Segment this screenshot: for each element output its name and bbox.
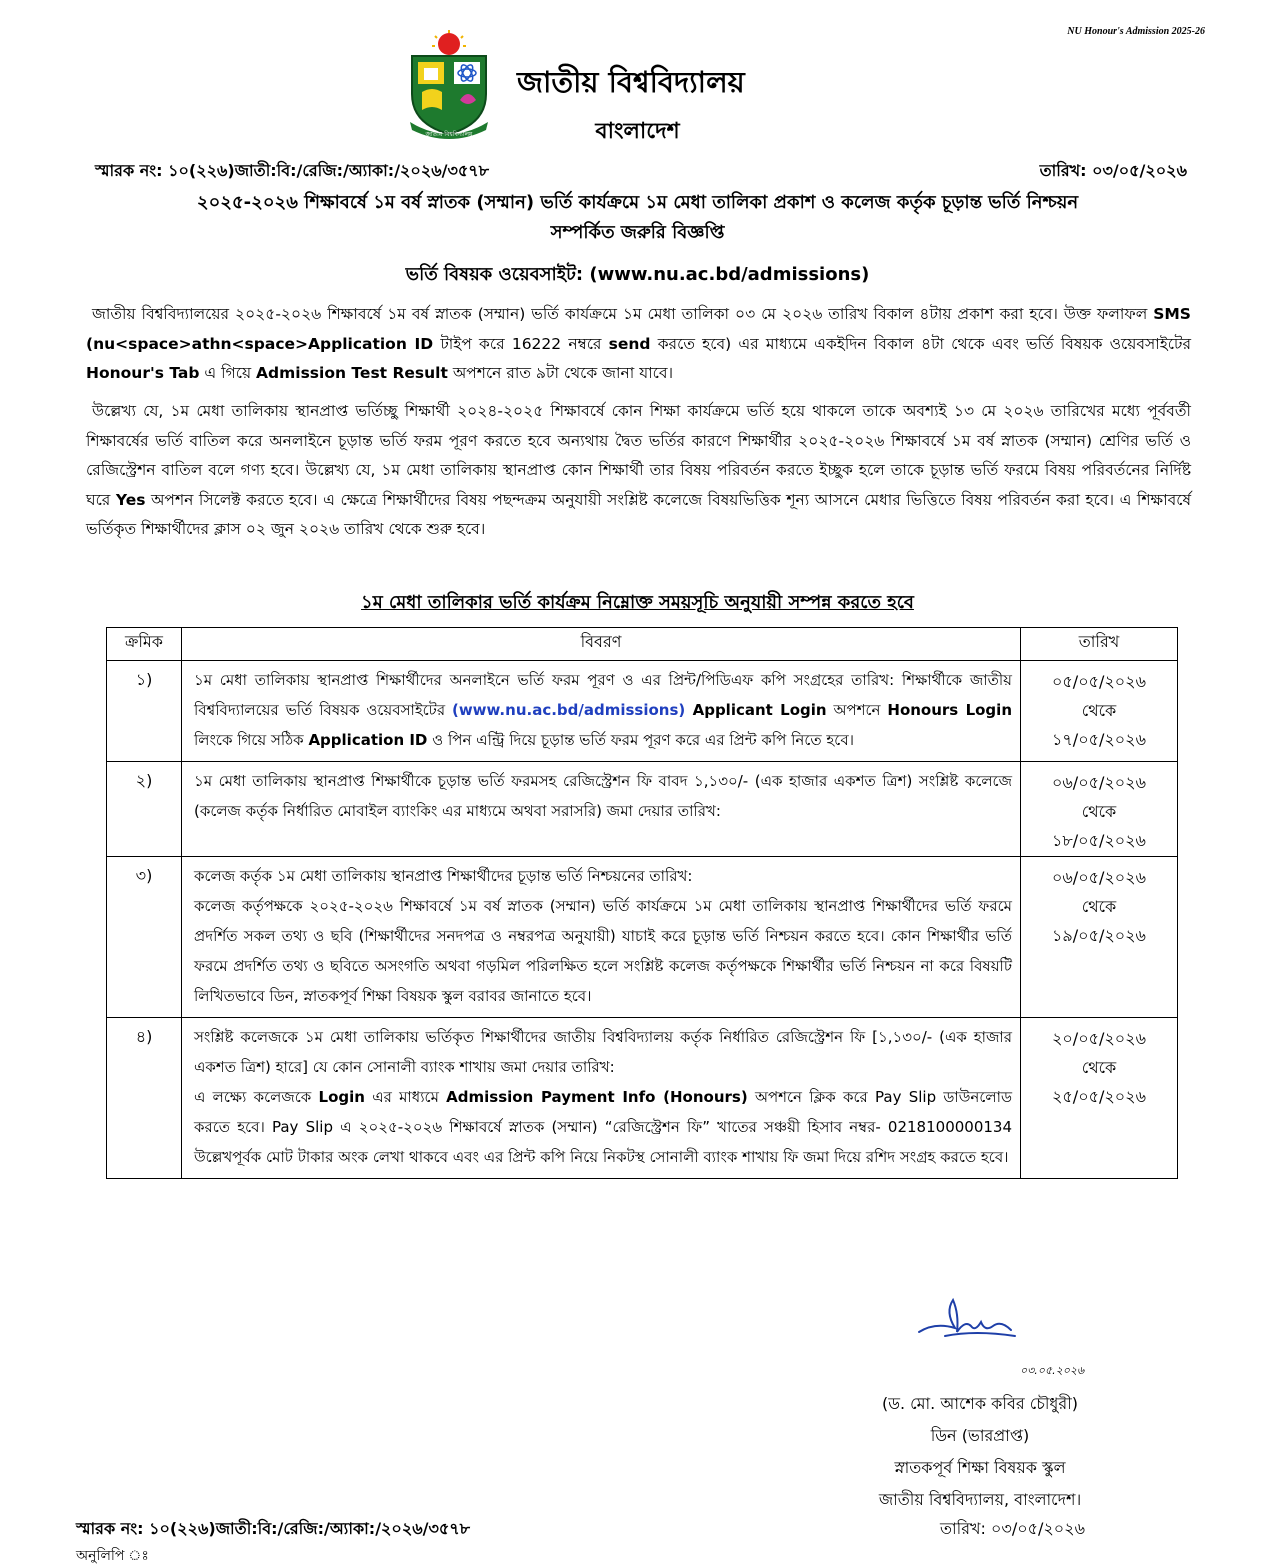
paragraph-result-publication bbox=[86, 300, 1191, 389]
table-row bbox=[107, 857, 1178, 1018]
country-name: বাংলাদেশ bbox=[595, 119, 680, 144]
para1-text-i: অপশনে রাত ৯টা থেকে জানা যাবে। bbox=[447, 364, 674, 382]
footer-memo-number: স্মারক নং: ১০(২২৬)জাতী:বি:/রেজি:/অ্যাকা:/২০২৬/৩৫৭৮ bbox=[76, 1519, 471, 1538]
date-from: ০৬/০৫/২০২৬ bbox=[1052, 868, 1146, 887]
row-description bbox=[182, 857, 1021, 1018]
signatory-university: জাতীয় বিশ্ববিদ্যালয়, বাংলাদেশ। bbox=[878, 1490, 1082, 1509]
row-dates bbox=[1021, 661, 1178, 762]
row1-desc-c: অপশনে bbox=[826, 701, 888, 719]
signatory-school: স্নাতকপূর্ব শিক্ষা বিষয়ক স্কুল bbox=[894, 1458, 1066, 1477]
row1-honours-login: Honours Login bbox=[887, 701, 1012, 719]
header-description: বিবরণ bbox=[182, 628, 1021, 661]
table-row bbox=[107, 762, 1178, 857]
para1-text-g: এ গিয়ে bbox=[199, 364, 257, 382]
para1-text-e: করতে হবে) এর মাধ্যমে একইদিন বিকাল ৪টা থেকে এবং ভর্তি বিষয়ক ওয়েবসাইটের bbox=[650, 334, 1191, 353]
admission-website: ভর্তি বিষয়ক ওয়েবসাইট: (www.nu.ac.bd/admissions) bbox=[405, 264, 870, 285]
row3-desc-body: কলেজ কর্তৃপক্ষকে ২০২৫-২০২৬ শিক্ষাবর্ষে ১ম বর্ষ স্নাতক (সম্মান) ভর্তি কার্যক্রমে ১ম মেধা তালিকায় স্থানপ্রাপ্ত শিক্ষার্থীদের ভর্তি ফরমে প্রদর্শিত সকল তথ্য ও ছবি (শিক্ষার্থীদের সনদপত্র ও নম্বরপত্র অনুযায়ী) যাচাই করে চূড়ান্ত ভর্তি নিশ্চয়ন করতে হবে। কোন শিক্ষার্থীর ভর্তি ফরমে প্রদর্শিত তথ্য ও ছবিতে অসংগতি অথবা গড়মিল পরিলক্ষিত হলে সংশ্লিষ্ট কলেজ কর্তৃপক্ষকে শিক্ষার্থীর ভর্তি নিশ্চয়ন না করে বিষয়টি লিখিতভাবে ডিন, স্নাতকপূর্ব শিক্ষা বিষয়ক স্কুল বরাবর জানাতে হবে। bbox=[194, 897, 1012, 1005]
signature-date: ০৩.০৫.২০২৬ bbox=[1020, 1364, 1085, 1377]
memo-number: স্মারক নং: ১০(২২৬)জাতী:বি:/রেজি:/অ্যাকা:/২০২৬/৩৫৭৮ bbox=[95, 161, 490, 180]
date-separator: থেকে bbox=[1081, 802, 1117, 821]
row-description bbox=[182, 661, 1021, 762]
schedule-header-row bbox=[107, 628, 1178, 661]
row4-desc-b: এ লক্ষ্যে কলেজকে bbox=[194, 1088, 319, 1106]
date-separator: থেকে bbox=[1081, 701, 1117, 720]
document-corner-label: NU Honour's Admission 2025-26 bbox=[1067, 26, 1205, 37]
date-from: ০৬/০৫/২০২৬ bbox=[1052, 773, 1146, 792]
admission-website-link[interactable]: (www.nu.ac.bd/admissions) bbox=[451, 701, 686, 719]
signatory-designation: ডিন (ভারপ্রাপ্ত) bbox=[930, 1426, 1030, 1445]
row4-desc-f: অপশনে ক্লিক করে Pay Slip ডাউনলোড করতে হবে। Pay Slip এ ২০২৫-২০২৬ শিক্ষাবর্ষে স্নাতক (সম্মান) “রেজিস্ট্রেশন ফি” খাতের সঞ্চয়ী হিসাব নম্বর- 0218100000134 উল্লেখপূর্বক মোট টাকার অংক লেখা থাকবে এবং এর প্রিন্ট কপি নিয়ে নিকটস্থ সোনালী ব্যাংক শাখায় ফি জমা দিয়ে রশিদ সংগ্রহ করতে হবে। bbox=[194, 1088, 1012, 1166]
paragraph-instructions bbox=[86, 397, 1191, 545]
date-to: ১৮/০৫/২০২৬ bbox=[1052, 831, 1146, 850]
date-from: ২০/০৫/২০২৬ bbox=[1052, 1029, 1146, 1048]
row1-desc-a: ১ম মেধা তালিকায় স্থানপ্রাপ্ত শিক্ষার্থীদের অনলাইনে ভর্তি ফরম পূরণ ও এর প্রিন্ট/পিডিএফ কপি সংগ্রহের তারিখ: শিক্ষার্থীকে জাতীয় বিশ্ববিদ্যালয়ের ভর্তি বিষয়ক ওয়েবসাইটের bbox=[194, 671, 1012, 719]
row-description bbox=[182, 1018, 1021, 1179]
signature-mark bbox=[915, 1292, 1025, 1350]
row1-desc-g: ও পিন এন্ট্রি দিয়ে চূড়ান্ত ভর্তি ফরম পূরণ করে এর প্রিন্ট কপি নিতে হবে। bbox=[427, 731, 855, 749]
date-to: ১৯/০৫/২০২৬ bbox=[1052, 926, 1146, 945]
date-to: ১৭/০৫/২০২৬ bbox=[1052, 730, 1146, 749]
row-dates bbox=[1021, 1018, 1178, 1179]
para1-sms-format: SMS (nu<space>athn<space>Application ID bbox=[86, 305, 1191, 353]
schedule-table bbox=[106, 627, 1178, 1179]
row4-desc-d: এর মাধ্যমে bbox=[364, 1088, 447, 1106]
logo-text: জাতীয় বিশ্ববিদ্যালয় bbox=[425, 131, 473, 138]
row-dates bbox=[1021, 857, 1178, 1018]
row1-applicant-login: Applicant Login bbox=[685, 701, 827, 719]
row-serial: ৩) bbox=[107, 857, 182, 1018]
para1-honours-tab: Honour's Tab bbox=[86, 364, 200, 382]
row-serial: ২) bbox=[107, 762, 182, 857]
header-serial: ক্রমিক bbox=[107, 628, 182, 661]
row-serial: ৪) bbox=[107, 1018, 182, 1179]
schedule-title: ১ম মেধা তালিকার ভর্তি কার্যক্রম নিম্নোক্ত সময়সূচি অনুযায়ী সম্পন্ন করতে হবে bbox=[361, 592, 914, 613]
para2-yes: Yes bbox=[115, 490, 146, 509]
date-to: ২৫/০৫/২০২৬ bbox=[1052, 1087, 1146, 1106]
date-separator: থেকে bbox=[1081, 1058, 1117, 1077]
row1-application-id: Application ID bbox=[308, 731, 428, 749]
memo-date: তারিখ: ০৩/০৫/২০২৬ bbox=[1039, 161, 1187, 180]
notice-heading-line1: ২০২৫-২০২৬ শিক্ষাবর্ষে ১ম বর্ষ স্নাতক (সম্মান) ভর্তি কার্যক্রমে ১ম মেধা তালিকা প্রকাশ ও কলেজ কর্তৃক চূড়ান্ত ভর্তি নিশ্চয়ন bbox=[196, 192, 1079, 213]
row-dates bbox=[1021, 762, 1178, 857]
para2-text-a: উল্লেখ্য যে, ১ম মেধা তালিকায় স্থানপ্রাপ্ত ভর্তিচ্ছু শিক্ষার্থী ২০২৪-২০২৫ শিক্ষাবর্ষে কোন শিক্ষা কার্যক্রমে ভর্তি হয়ে থাকলে তাকে অবশ্যই ১৩ মে ২০২৬ তারিখের মধ্যে পূর্ববর্তী শিক্ষাবর্ষের ভর্তি বাতিল করে অনলাইনে চূড়ান্ত ভর্তি ফরম পূরণ করতে হবে অন্যথায় দ্বৈত ভর্তির কারণে শিক্ষার্থীর ২০২৫-২০২৬ শিক্ষাবর্ষে ১ম বর্ষ স্নাতক (সম্মান) শ্রেণির ভর্তি ও রেজিস্ট্রেশন বাতিল বলে গণ্য হবে। উল্লেখ্য যে, ১ম মেধা তালিকায় স্থানপ্রাপ্ত কোন শিক্ষার্থী তার বিষয় পরিবর্তন করতে ইচ্ছুক হলে তাকে চূড়ান্ত ভর্তি ফরমে বিষয় পরিবর্তনের নির্দিষ্ট ঘরে bbox=[86, 402, 1191, 509]
university-name: জাতীয় বিশ্ববিদ্যালয় bbox=[517, 65, 745, 99]
row4-desc-a: সংশ্লিষ্ট কলেজকে ১ম মেধা তালিকায় ভর্তিকৃত শিক্ষার্থীদের জাতীয় বিশ্ববিদ্যালয় কর্তৃক নির্ধারিত রেজিস্ট্রেশন ফি [১,১৩০/- (এক হাজার একশত ত্রিশ) হারে] যে কোন সোনালী ব্যাংক শাখায় জমা দেয়ার তারিখ: bbox=[194, 1028, 1012, 1076]
row-description: ১ম মেধা তালিকায় স্থানপ্রাপ্ত শিক্ষার্থীকে চূড়ান্ত ভর্তি ফরমসহ রেজিস্ট্রেশন ফি বাবদ ১,১৩০/- (এক হাজার একশত ত্রিশ) সংশ্লিষ্ট কলেজে (কলেজ কর্তৃক নির্ধারিত মোবাইল ব্যাংকিং এর মাধ্যমে অথবা সরাসরি) জমা দেয়ার তারিখ: bbox=[182, 762, 1021, 857]
signatory-block bbox=[830, 1388, 1130, 1516]
para1-text-c: টাইপ করে 16222 নম্বরে bbox=[433, 334, 609, 353]
row4-login: Login bbox=[318, 1088, 365, 1106]
row4-desc-rest bbox=[194, 1082, 1012, 1172]
notice-heading bbox=[80, 188, 1195, 248]
header-date: তারিখ bbox=[1021, 628, 1178, 661]
row3-desc-title: কলেজ কর্তৃক ১ম মেধা তালিকায় স্থানপ্রাপ্ত শিক্ষার্থীদের চূড়ান্ত ভর্তি নিশ্চয়নের তারিখ: bbox=[194, 867, 693, 885]
table-row bbox=[107, 1018, 1178, 1179]
footer-memo-date: তারিখ: ০৩/০৫/২০২৬ bbox=[940, 1519, 1085, 1538]
signatory-name: (ড. মো. আশেক কবির চৌধুরী) bbox=[881, 1394, 1079, 1413]
para1-text-a: জাতীয় বিশ্ববিদ্যালয়ের ২০২৫-২০২৬ শিক্ষাবর্ষে ১ম বর্ষ স্নাতক (সম্মান) ভর্তি কার্যক্রমে ১ম মেধা তালিকা ০৩ মে ২০২৬ তারিখ বিকাল ৪টায় প্রকাশ করা হবে। উক্ত ফলাফল bbox=[92, 305, 1154, 323]
row-serial: ১) bbox=[107, 661, 182, 762]
copy-label: অনুলিপি ঃ bbox=[76, 1548, 149, 1564]
date-separator: থেকে bbox=[1081, 897, 1117, 916]
para1-send: send bbox=[608, 334, 651, 353]
date-from: ০৫/০৫/২০২৬ bbox=[1052, 672, 1146, 691]
row1-desc-e: লিংকে গিয়ে সঠিক bbox=[194, 731, 309, 749]
para2-text-c: অপশন সিলেক্ট করতে হবে। এ ক্ষেত্রে শিক্ষার্থীদের বিষয় পছন্দক্রম অনুযায়ী সংশ্লিষ্ট কলেজে বিষয়ভিত্তিক শূন্য আসনে মেধার ভিত্তিতে বিষয় পরিবর্তন করা হবে। এ শিক্ষাবর্ষে ভর্তিকৃত শিক্ষার্থীদের ক্লাস ০২ জুন ২০২৬ তারিখ থেকে শুরু হবে। bbox=[86, 490, 1191, 538]
para1-admission-result: Admission Test Result bbox=[256, 364, 448, 382]
row4-payment-info: Admission Payment Info (Honours) bbox=[446, 1088, 748, 1106]
notice-heading-line2: সম্পর্কিত জরুরি বিজ্ঞপ্তি bbox=[550, 222, 725, 243]
table-row bbox=[107, 661, 1178, 762]
